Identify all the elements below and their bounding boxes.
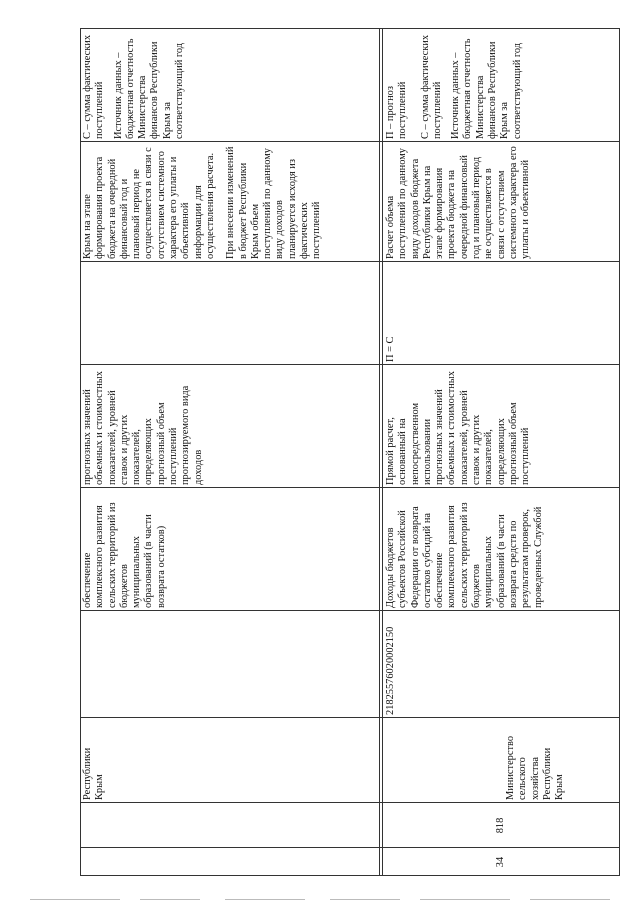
row1-indicators (80, 28, 380, 142)
col-line-4 (80, 610, 620, 611)
col-line-3 (80, 717, 620, 718)
col-line-5 (80, 487, 620, 488)
row2-method: Прямой расчет, основанный на непосредственном использовании прогнозных значений объемных и стоимостных показателей, уровней ставок и других показателей, определяющих прогнозный объем поступлений (385, 371, 532, 485)
row2-algorithm (383, 142, 620, 262)
scan-footer-line-3 (225, 899, 305, 900)
scan-footer-line-4 (330, 899, 400, 900)
row1-income-name: обеспечение комплексного развития сельских территорий из бюджетов муниципальных образований (в части возврата остатков) (82, 502, 167, 608)
row-divider-double-b (382, 28, 383, 876)
col-line-8 (80, 141, 620, 142)
col-line-6 (80, 364, 620, 365)
row1-formula (80, 262, 380, 365)
row1-num (80, 848, 380, 876)
row2-num: 34 (495, 856, 507, 868)
row-divider-double-a (379, 28, 380, 876)
row2-algorithm-p1: Расчет объема поступлений по данному виду доходов бюджета Республики Крым на этапе формирования проекта бюджета на очередной финансовый год и плановый период не осуществляется в связи с отсутствием системного характера его уплаты и объективной (385, 146, 532, 259)
row2-admin: Министерство сельского хозяйства Республики Крым (505, 735, 566, 800)
table-border-top (80, 28, 81, 876)
row2-indicator-3: Источник данных – бюджетная отчетность Министерства финансов Республики Крым за соответствующий год (450, 38, 523, 139)
scan-footer-line-6 (530, 899, 610, 900)
col-line-7 (80, 261, 620, 262)
row2-indicators (383, 28, 620, 142)
col-line-1 (80, 847, 620, 848)
scan-footer-line-5 (420, 899, 510, 900)
row1-method: прогнозных значений объемных и стоимостных показателей, уровней ставок и других показателей, определяющих прогнозный объем поступлений прогнозируемого вида доходов (82, 371, 204, 485)
col-line-2 (80, 802, 620, 803)
rotated-table (80, 28, 620, 876)
row1-algorithm-p1: Крым на этапе формирования проекта бюджета на очередной финансовый год и плановый период не осуществляется в связи с отсутствием системного характера его уплаты и объективной информации для осуществления расчета. (82, 147, 216, 259)
col-line-9 (80, 28, 620, 29)
table-border-bottom (619, 28, 620, 876)
row2-kbk: 21825576020002150 (385, 626, 396, 715)
row1-code (80, 803, 380, 848)
col-line-0 (80, 875, 620, 876)
row2-indicator-1: П – прогноз поступлений (385, 81, 409, 139)
row2-indicator-2: С – сумма фактических поступлений (419, 34, 443, 139)
row1-kbk (80, 611, 380, 718)
row2-code: 818 (495, 817, 507, 834)
row2-income-name: Доходы бюджетов субъектов Российской Федерации от возврата остатков субсидий на обеспечение комплексного развития сельских территорий из бюджетов муниципальных образований (в части возврата средств по результатам проверок, проведенных Службой (385, 502, 544, 608)
row1-admin: Республики Крым (82, 747, 106, 800)
row1-indicator-1: С – сумма фактических поступлений (82, 34, 106, 139)
row2-formula: П = С (385, 336, 396, 362)
scan-footer-line-2 (140, 899, 200, 900)
row1-algorithm-p2: При внесении изменений в бюджет Республики Крым объем поступлений по данному виду доходов планируется исходя из фактических поступлений (225, 146, 323, 259)
row1-algorithm (80, 142, 380, 262)
scan-footer-line-1 (30, 899, 120, 900)
row1-indicator-2: Источник данных – бюджетная отчетность Министерства финансов Республики Крым за соответствующий год (112, 38, 186, 139)
